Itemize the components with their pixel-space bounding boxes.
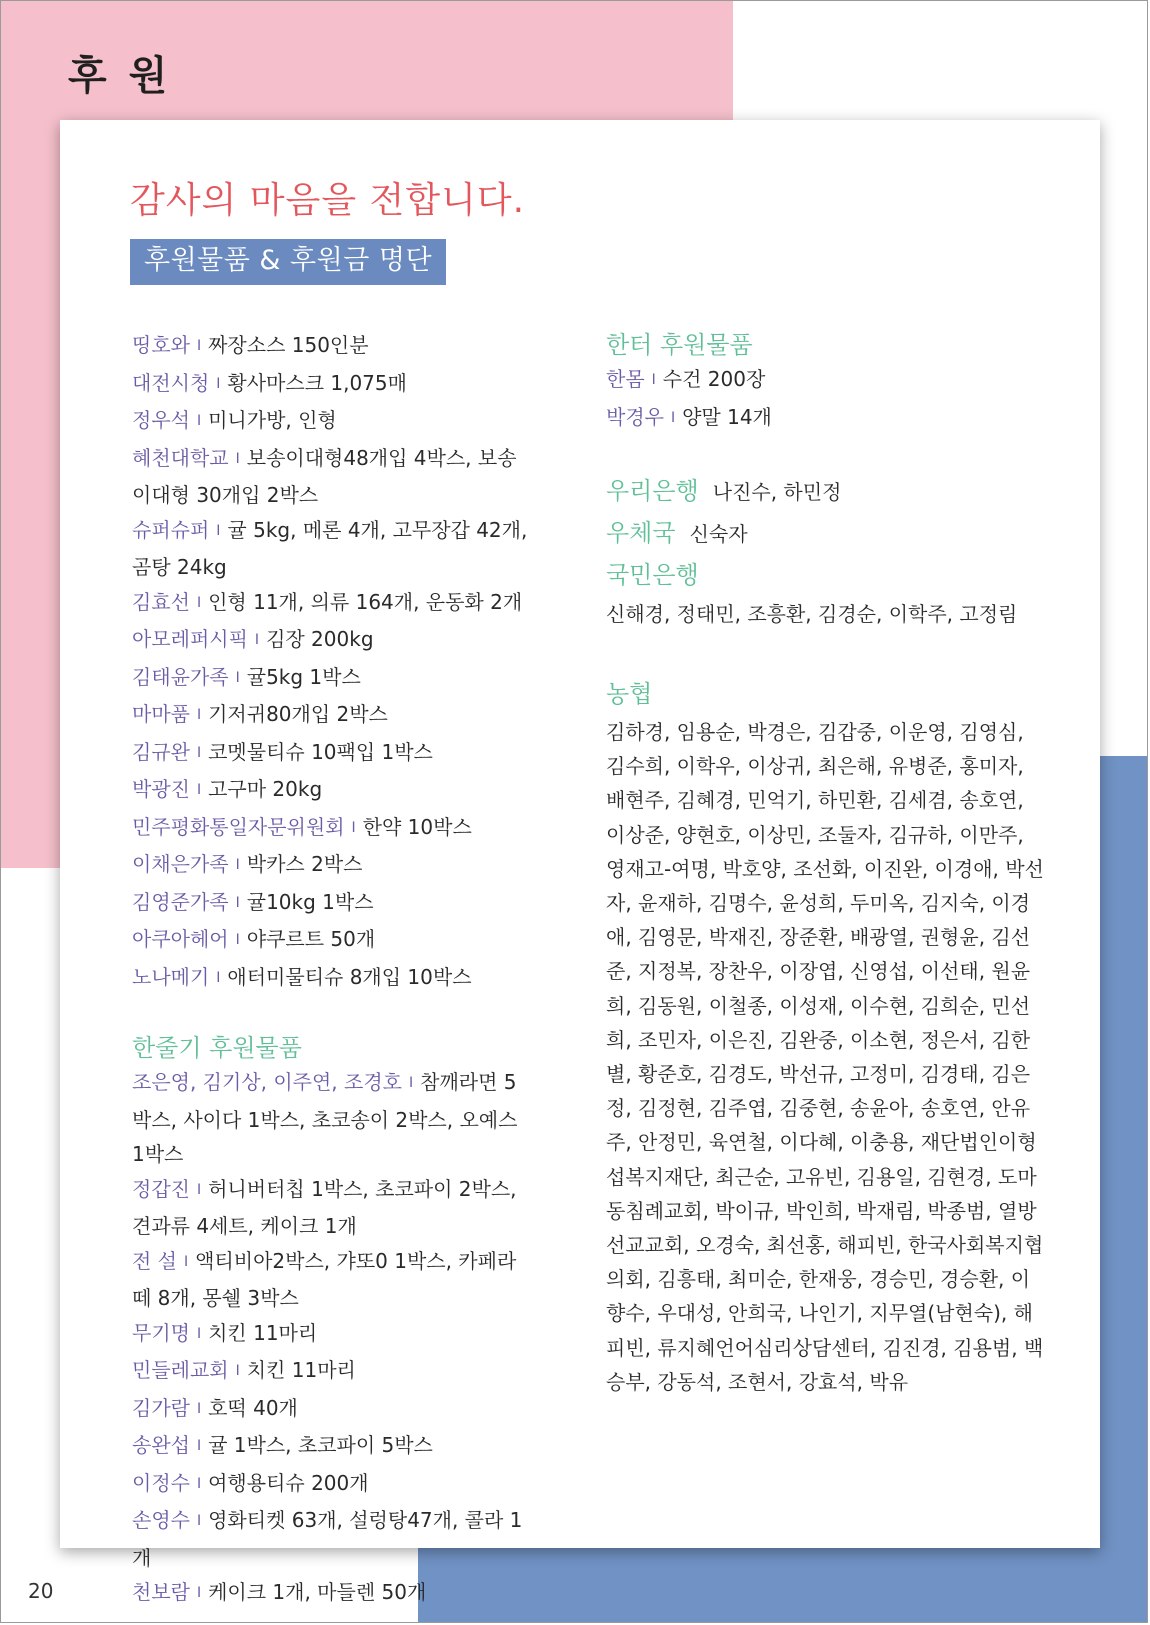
donor-name: 무기명: [132, 1320, 190, 1345]
donor-name: 정우석: [132, 408, 190, 432]
separator-bar: I: [196, 707, 202, 723]
separator-bar: I: [254, 632, 260, 648]
donor-entry: [132, 772, 532, 810]
donor-name: 김효선: [132, 589, 190, 614]
separator-bar: I: [196, 1181, 202, 1198]
nh-member-list: 김하경, 임용순, 박경은, 김갑중, 이운영, 김영심, 김수희, 이학우, 이상귀, 최은해, 유병준, 홍미자, 배현주, 김혜경, 민억기, 하민환, 김세겸, 송호연, 이상준, 양현호, 이상민, 조둘자, 김규하, 이만주, 영재고-여명, 박호양, 조선화, 이진완, 이경애, 박선자, 윤재하, 김명수, 윤성희, 두미옥, 김지숙, 이경애, 김영문, 박재진, 장준환, 배광열, 권형윤, 김선준, 지정복, 장찬우, 이장엽, 신영섭, 이선태, 원윤희, 김동원, 이철종, 이성재, 이수현, 김희순, 민선희, 조민자, 이은진, 김완중, 이소현, 정은서, 김한별, 황준호, 김경도, 박선규, 고정미, 김경태, 김은정, 김정현, 김주엽, 김중현, 송윤아, 송호연, 안유주, 안정민, 육연철, 이다혜, 이충용, 재단법인이형섭복지재단, 최근순, 고유빈, 김용일, 김현경, 도마동침례교회, 박이규, 박인희, 박재림, 박종범, 열방선교교회, 오경숙, 최선홍, 해피빈, 한국사회복지협의회, 김흥태, 최미순, 한재웅, 경승민, 경승환, 이향수, 우대성, 안희국, 나인기, 지무열(남현숙), 해피빈, 류지혜언어심리상담센터, 김진경, 김용범, 백승부, 강동석, 조현서, 강효석, 박유: [606, 720, 1044, 1394]
donor-entry: [132, 697, 532, 735]
donor-entry: [132, 328, 532, 366]
donor-name: 조은영, 김기상, 이주연, 조경호: [132, 1070, 402, 1094]
page-number: 20: [28, 1579, 54, 1603]
donated-items: 야쿠르트 50개: [246, 927, 376, 951]
content-card: [60, 120, 1100, 1604]
donated-items: 미니가방, 인형: [208, 408, 337, 432]
donated-items: 기저귀80개입 2박스: [208, 702, 388, 726]
donor-name: 전 설: [132, 1248, 177, 1273]
donor-entry: [132, 1316, 532, 1354]
separator-bar: I: [196, 782, 202, 798]
separator-bar: I: [216, 375, 221, 392]
left-column: [132, 328, 532, 1613]
donated-items: 황사마스크 1,075매: [227, 370, 407, 395]
right-column: [606, 328, 1046, 1399]
woori-bank-row: [606, 471, 1046, 512]
separator-bar: I: [235, 894, 240, 911]
separator-bar: I: [196, 594, 202, 611]
donor-name: 혜천대학교: [132, 445, 229, 470]
donated-items: 고구마 20kg: [208, 777, 323, 801]
donor-name: 송완섭: [132, 1433, 190, 1457]
donor-name: 마마품: [132, 702, 190, 726]
kb-bank-members: 신해경, 정태민, 조흥환, 김경순, 이학주, 고정림: [606, 602, 1018, 626]
separator-bar: I: [196, 1325, 202, 1342]
donated-items: 케이크 1개, 마들렌 50개: [208, 1580, 427, 1604]
hanjulgi-donor-list: [132, 1065, 532, 1613]
separator-bar: I: [235, 669, 240, 686]
post-office-members: 신숙자: [689, 522, 748, 546]
donated-items: 애터미물티슈 8개입 10박스: [227, 964, 472, 989]
donor-entry: [606, 362, 1046, 400]
donor-entry: [132, 513, 532, 585]
donor-entry: [132, 735, 532, 773]
donor-name: 아쿠아헤어: [132, 927, 229, 951]
separator-bar: I: [351, 819, 356, 836]
donated-items: 코멧물티슈 10팩입 1박스: [208, 739, 433, 764]
woori-bank-members: 나진수, 하민정: [712, 480, 842, 504]
separator-bar: I: [196, 413, 202, 429]
separator-bar: I: [651, 372, 656, 388]
donor-entry: [132, 441, 532, 513]
hanter-heading: 한터 후원물품: [606, 331, 753, 359]
donor-name: 김태윤가족: [132, 664, 229, 689]
donor-name: 천보람: [132, 1580, 190, 1604]
separator-bar: I: [196, 1585, 202, 1601]
donated-items: 박카스 2박스: [246, 852, 363, 876]
donor-entry: [132, 585, 532, 623]
post-office-row: [606, 512, 1046, 555]
donor-name: 정갑진: [132, 1176, 190, 1201]
donated-items: 귤5kg 1박스: [246, 664, 361, 689]
donor-name: 이채은가족: [132, 852, 229, 876]
donor-name: 박경우: [606, 404, 664, 429]
donor-entry: [132, 1391, 532, 1429]
donor-entry: [132, 885, 532, 923]
donor-name: 한몸: [606, 367, 645, 391]
donor-name: 민주평화통일자문위원회: [132, 814, 345, 839]
donor-entry: [132, 1575, 532, 1613]
separator-bar: I: [235, 1363, 240, 1379]
donor-name: 이정수: [132, 1470, 190, 1495]
donor-name: 박광진: [132, 777, 190, 801]
donor-name: 김영준가족: [132, 889, 229, 914]
donor-name: 김가람: [132, 1395, 190, 1420]
donated-items: 김장 200kg: [266, 627, 374, 651]
donated-items: 여행용티슈 200개: [208, 1470, 369, 1495]
donor-entry: [132, 1428, 532, 1466]
donated-items: 양말 14개: [682, 404, 772, 429]
separator-bar: I: [235, 932, 240, 948]
donated-items: 치킨 11마리: [208, 1320, 318, 1345]
donor-name: 대전시청: [132, 370, 210, 395]
donated-items: 수건 200장: [662, 367, 766, 391]
donor-name: 손영수: [132, 1508, 190, 1532]
donor-entry: [132, 1065, 532, 1172]
donor-entry: [132, 1244, 532, 1316]
nh-heading: 농협: [606, 680, 653, 708]
separator-bar: I: [216, 969, 221, 986]
woori-bank-name: 우리은행: [606, 477, 699, 505]
separator-bar: I: [670, 409, 676, 426]
separator-bar: I: [196, 1513, 202, 1529]
donor-entry: [132, 660, 532, 698]
donor-entry: [132, 1353, 532, 1391]
donor-entry: [132, 810, 532, 848]
headline: 감사의 마음을 전합니다.: [130, 180, 526, 221]
separator-bar: I: [196, 744, 202, 761]
donor-entry: [132, 847, 532, 885]
donor-list: [132, 328, 532, 997]
donated-items: 허니버터칩 1박스, 초코파이 2박스, 견과류 4세트, 케이크 1개: [132, 1176, 517, 1238]
donated-items: 보송이대형48개입 4박스, 보송이대형 30개입 2박스: [132, 445, 517, 507]
donor-name: 노나메기: [132, 964, 210, 989]
donated-items: 영화티켓 63개, 설렁탕47개, 콜라 1개: [132, 1508, 523, 1570]
donor-name: 슈퍼슈퍼: [132, 517, 210, 542]
donated-items: 인형 11개, 의류 164개, 운동화 2개: [208, 589, 523, 614]
separator-bar: I: [196, 338, 202, 354]
donated-items: 귤10kg 1박스: [246, 889, 374, 914]
donor-name: 아모레퍼시픽: [132, 627, 248, 651]
hanjulgi-heading: 한줄기 후원물품: [132, 1034, 302, 1062]
donor-entry: [132, 1503, 532, 1575]
separator-bar: I: [408, 1075, 414, 1091]
section-title: 후 원: [68, 53, 172, 99]
separator-bar: I: [196, 1475, 202, 1492]
separator-bar: I: [184, 1253, 189, 1270]
donated-items: 짜장소스 150인분: [208, 333, 369, 357]
donor-entry: [606, 400, 1046, 438]
separator-bar: I: [235, 857, 240, 873]
post-office-name: 우체국: [606, 519, 676, 547]
separator-bar: I: [235, 450, 240, 467]
separator-bar: I: [196, 1438, 202, 1454]
donated-items: 귤 1박스, 초코파이 5박스: [208, 1433, 433, 1457]
kb-bank-heading: 국민은행: [606, 561, 699, 589]
donated-items: 한약 10박스: [362, 814, 472, 839]
donor-entry: [132, 1466, 532, 1504]
blue-background-right: [1100, 756, 1148, 1623]
subtitle-band: 후원물품 & 후원금 명단: [130, 239, 446, 285]
donated-items: 호떡 40개: [208, 1395, 298, 1420]
donor-entry: [132, 622, 532, 660]
donated-items: 귤 5kg, 메론 4개, 고무장갑 42개, 곰탕 24kg: [132, 517, 528, 579]
hanter-donor-list: [606, 362, 1046, 437]
donated-items: 참깨라면 5박스, 사이다 1박스, 초코송이 2박스, 오예스 1박스: [132, 1070, 518, 1166]
separator-bar: I: [216, 522, 221, 539]
separator-bar: I: [196, 1400, 202, 1417]
donor-entry: [132, 366, 532, 404]
donor-entry: [132, 922, 532, 960]
donor-entry: [132, 1172, 532, 1244]
donor-name: 김규완: [132, 739, 190, 764]
donor-entry: [132, 960, 532, 998]
donor-entry: [132, 403, 532, 441]
donor-name: 띵호와: [132, 333, 190, 357]
donated-items: 액티비아2박스, 갸또0 1박스, 카페라떼 8개, 몽쉘 3박스: [132, 1248, 517, 1310]
donor-name: 민들레교회: [132, 1358, 229, 1382]
donated-items: 치킨 11마리: [246, 1358, 356, 1382]
